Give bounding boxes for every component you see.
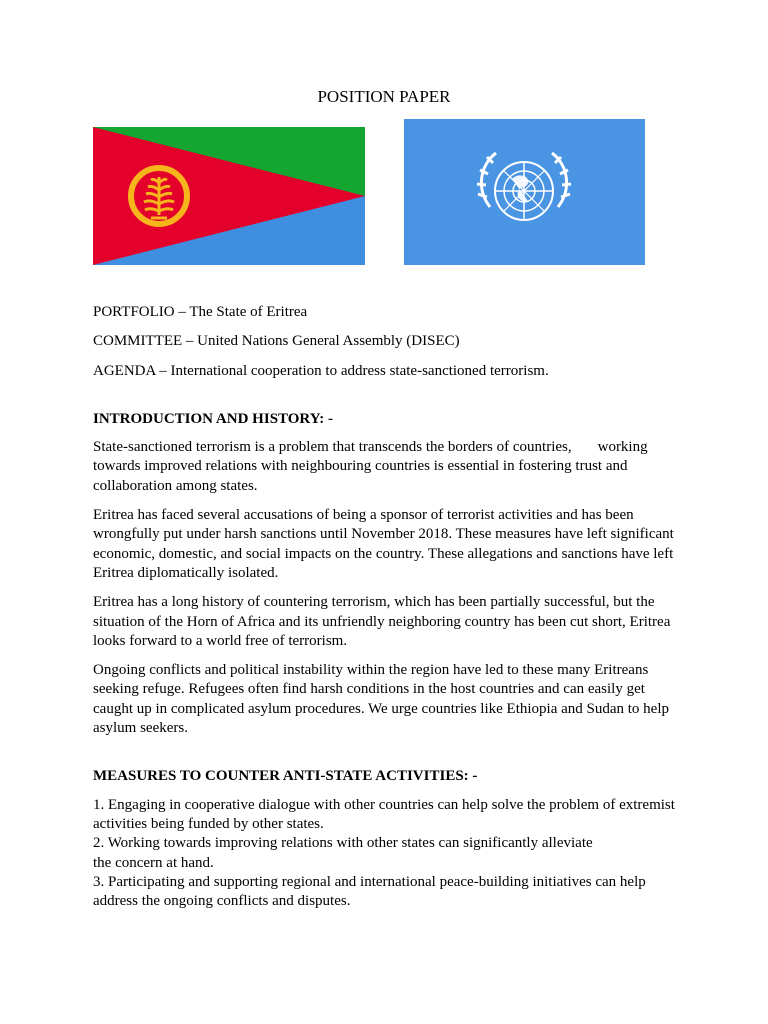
un-flag-graphic bbox=[404, 119, 645, 265]
introduction-heading: INTRODUCTION AND HISTORY: - bbox=[93, 410, 333, 427]
intro-paragraph-1-part-a: State-sanctioned terrorism is a problem that transcends the borders of countries, bbox=[93, 439, 572, 456]
intro-paragraph-1 bbox=[93, 438, 678, 496]
measure-item-3: 3. Participating and supporting regional and international peace-building initiatives can help address the ongoing conflicts and disputes. bbox=[93, 873, 646, 910]
intro-paragraph-1-part-b: working towards improved relations with neighbouring countries is essential in fostering trust and collaboration among states. bbox=[93, 439, 648, 494]
committee-line: COMMITTEE – United Nations General Assembly (DISEC) bbox=[93, 333, 460, 350]
measure-item-2-part-a: 2. Working towards improving relations with other states can significantly alleviate bbox=[93, 835, 593, 852]
agenda-line: AGENDA – International cooperation to address state-sanctioned terrorism. bbox=[93, 362, 549, 379]
intro-paragraph-3: Eritrea has a long history of countering terrorism, which has been partially successful, but the situation of the Horn of Africa and its unfriendly neighboring country has been cut short, Eritrea looks forward to a world free of terrorism. bbox=[93, 594, 671, 649]
intro-paragraph-4: Ongoing conflicts and political instability within the region have led to these many Eritreans seeking refuge. Refugees often find harsh conditions in the host countries and can easily get caught up in complicated asylum procedures. We urge countries like Ethiopia and Sudan to help asylum seekers. bbox=[93, 662, 670, 737]
document-body bbox=[93, 303, 678, 911]
measures-heading: MEASURES TO COUNTER ANTI-STATE ACTIVITIES: - bbox=[93, 768, 478, 785]
page-title: POSITION PAPER bbox=[317, 87, 451, 106]
intro-paragraph-2: Eritrea has faced several accusations of being a sponsor of terrorist activities and has been wrongfully put under harsh sanctions until November 2018. These measures have left significant economic, domestic, and social impacts on the country. These allegations and sanctions have left Eritrea diplomatically isolated. bbox=[93, 507, 674, 581]
measure-item-2-part-b: the concern at hand. bbox=[93, 854, 214, 871]
measure-item-1: 1. Engaging in cooperative dialogue with other countries can help solve the problem of extremist activities being funded by other states. bbox=[93, 796, 675, 832]
portfolio-line: PORTFOLIO – The State of Eritrea bbox=[93, 304, 308, 320]
eritrea-flag-graphic bbox=[93, 127, 365, 265]
measure-item-2 bbox=[93, 834, 678, 873]
un-flag-image bbox=[404, 119, 645, 265]
eritrea-flag-image bbox=[93, 127, 365, 265]
